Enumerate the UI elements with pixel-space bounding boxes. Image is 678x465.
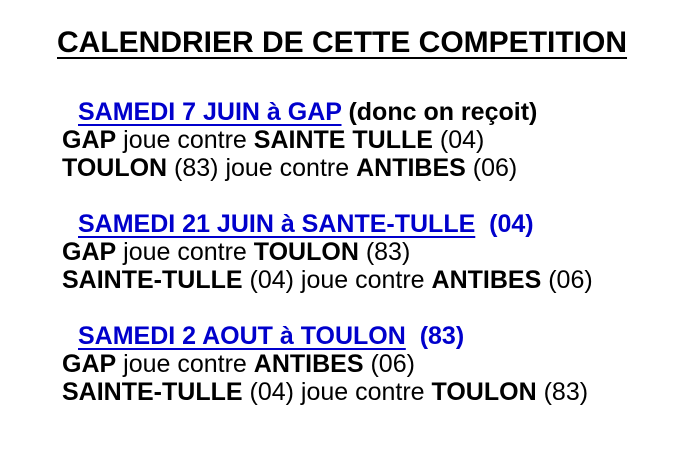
- match-day-section: [0, 98, 678, 182]
- team-name: TOULON: [62, 154, 168, 182]
- match-day-header-suffix: (donc on reçoit): [341, 98, 538, 126]
- team-name: SAINTE-TULLE: [62, 266, 243, 294]
- match-text: joue contre: [116, 238, 254, 266]
- team-name: ANTIBES: [253, 350, 364, 378]
- match-text: (04) joue contre: [242, 266, 432, 294]
- match-day-header: [78, 322, 678, 350]
- team-name: SAINTE-TULLE: [62, 378, 243, 406]
- team-name: SAINTE TULLE: [253, 126, 433, 154]
- match-line: [62, 126, 678, 154]
- match-text: (83): [358, 238, 411, 266]
- team-name: ANTIBES: [356, 154, 466, 182]
- team-name: ANTIBES: [431, 266, 542, 294]
- page-title: CALENDRIER DE CETTE COMPETITION: [57, 26, 628, 59]
- match-text: joue contre: [116, 350, 254, 378]
- match-day-header-date: SAMEDI 7 JUIN à GAP: [78, 98, 342, 126]
- match-text: (06): [465, 154, 518, 182]
- match-text: (04) joue contre: [242, 378, 432, 406]
- match-line: [62, 350, 678, 378]
- match-text: (06): [363, 350, 415, 378]
- match-line: [62, 378, 678, 406]
- team-name: GAP: [62, 126, 117, 154]
- team-name: GAP: [62, 350, 117, 378]
- match-text: (04): [432, 126, 485, 154]
- match-text: joue contre: [116, 126, 254, 154]
- match-day-header-suffix: (04): [475, 210, 534, 238]
- sections-container: [0, 98, 678, 406]
- match-text: (83): [536, 378, 589, 406]
- match-day-header-date: SAMEDI 2 AOUT à TOULON: [78, 322, 406, 350]
- match-day-header: [78, 210, 678, 238]
- team-name: GAP: [62, 238, 117, 266]
- match-line: [62, 238, 678, 266]
- match-day-header-suffix: (83): [405, 322, 465, 350]
- team-name: TOULON: [253, 238, 359, 266]
- match-day-header: [78, 98, 678, 126]
- match-line: [62, 266, 678, 294]
- match-text: (83) joue contre: [167, 154, 357, 182]
- match-day-section: [0, 322, 678, 406]
- team-name: TOULON: [431, 378, 537, 406]
- document-page: [0, 26, 678, 465]
- match-day-section: [0, 210, 678, 294]
- match-text: (06): [541, 266, 593, 294]
- match-day-header-date: SAMEDI 21 JUIN à SANTE-TULLE: [78, 210, 476, 238]
- match-line: [62, 154, 678, 182]
